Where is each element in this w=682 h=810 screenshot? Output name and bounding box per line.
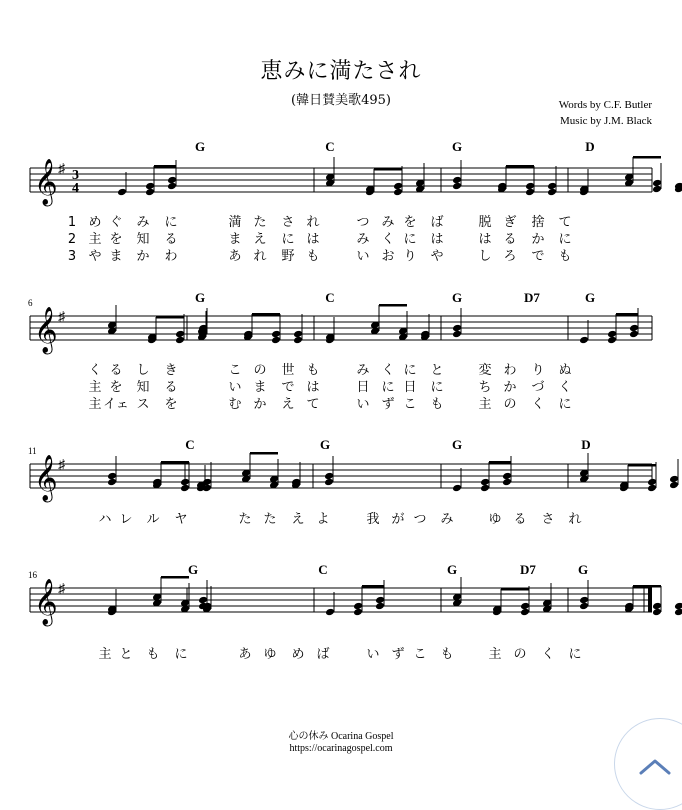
lyric-syllable: め bbox=[291, 647, 305, 662]
note-head bbox=[579, 336, 589, 345]
lyric-syllable: を bbox=[109, 232, 123, 247]
chord-symbol: C bbox=[318, 562, 328, 577]
song-title: 恵みに満たされ bbox=[260, 59, 422, 84]
lyric-syllable: ば bbox=[430, 215, 444, 230]
chord-symbol: G bbox=[194, 290, 206, 305]
lyric-syllable: く bbox=[541, 647, 555, 662]
lyric-syllable: も bbox=[430, 397, 444, 412]
time-signature-top: 3 bbox=[72, 168, 79, 183]
lyric-syllable: イェ bbox=[103, 397, 129, 412]
verse-number: 3 bbox=[67, 249, 77, 264]
lyric-syllable: し bbox=[136, 363, 150, 378]
lyric-syllable: め bbox=[88, 215, 102, 230]
lyric-syllable: 変 bbox=[478, 363, 492, 378]
note-head bbox=[107, 478, 117, 487]
lyric-syllable: 主 bbox=[488, 647, 502, 662]
chord-symbol: G bbox=[577, 562, 589, 577]
note-head bbox=[293, 336, 303, 345]
chord-symbol: G bbox=[451, 139, 463, 154]
lyric-syllable: み bbox=[440, 512, 454, 527]
lyric-syllable: い bbox=[356, 397, 370, 412]
lyric-syllable: さ bbox=[541, 512, 555, 527]
lyric-syllable: え bbox=[253, 232, 267, 247]
note-head bbox=[629, 330, 639, 339]
lyric-syllable: に bbox=[403, 363, 417, 378]
lyric-syllable: た bbox=[253, 215, 267, 230]
key-sharp-icon: ♯ bbox=[58, 458, 65, 473]
note-beam bbox=[154, 165, 176, 168]
chord-symbol: G bbox=[194, 139, 206, 154]
lyric-syllable: ち bbox=[478, 380, 492, 395]
note-beam bbox=[161, 576, 189, 579]
lyric-syllable: て bbox=[306, 397, 320, 412]
lyric-syllable: 世 bbox=[281, 363, 295, 378]
note-beam bbox=[628, 464, 656, 467]
lyric-syllable: り bbox=[403, 249, 417, 264]
lyric-syllable: を bbox=[164, 397, 178, 412]
lyric-syllable: み bbox=[136, 215, 150, 230]
lyric-syllable: こ bbox=[403, 397, 417, 412]
lyric-syllable: て bbox=[558, 215, 572, 230]
footer-brand: 心の休み Ocarina Gospel bbox=[288, 731, 394, 742]
words-credit: Words by C.F. Butler bbox=[558, 99, 652, 111]
note-head bbox=[175, 336, 185, 345]
lyric-syllable: れ bbox=[568, 512, 582, 527]
lyric-syllable: わ bbox=[164, 249, 178, 264]
lyric-syllable: き bbox=[164, 363, 178, 378]
lyric-syllable: が bbox=[391, 512, 405, 527]
note-beam bbox=[501, 588, 529, 591]
note-head bbox=[547, 188, 557, 197]
note-head bbox=[652, 608, 662, 617]
note-beam bbox=[374, 168, 402, 171]
note-head bbox=[502, 478, 512, 487]
note-head bbox=[375, 602, 385, 611]
staff-system-3 bbox=[28, 437, 679, 527]
note-head bbox=[520, 608, 530, 617]
lyric-syllable: ゆ bbox=[488, 512, 502, 527]
lyric-syllable: を bbox=[403, 215, 417, 230]
note-head bbox=[180, 484, 190, 493]
lyric-syllable: く bbox=[381, 363, 395, 378]
note-beam bbox=[506, 165, 534, 168]
lyric-syllable: で bbox=[281, 380, 295, 395]
lyric-syllable: か bbox=[253, 397, 267, 412]
lyric-syllable: さ bbox=[281, 215, 295, 230]
measure-number: 11 bbox=[28, 446, 37, 456]
lyric-syllable: か bbox=[531, 232, 545, 247]
lyric-syllable: れ bbox=[306, 215, 320, 230]
treble-clef-icon: 𝄞 bbox=[34, 307, 58, 352]
lyric-syllable: く bbox=[558, 380, 572, 395]
lyric-syllable: る bbox=[164, 232, 178, 247]
lyric-syllable: れ bbox=[253, 249, 267, 264]
lyric-syllable: に bbox=[281, 232, 295, 247]
lyric-syllable: 日 bbox=[356, 380, 370, 395]
note-head bbox=[325, 608, 335, 617]
lyric-syllable: に bbox=[403, 232, 417, 247]
lyric-syllable: や bbox=[88, 249, 102, 264]
lyric-syllable: ず bbox=[381, 397, 395, 412]
note-head bbox=[271, 336, 281, 345]
lyric-syllable: か bbox=[503, 380, 517, 395]
lyric-syllable: ま bbox=[109, 249, 123, 264]
note-beam bbox=[156, 316, 184, 319]
verse-number: 2 bbox=[67, 232, 77, 247]
lyric-syllable: る bbox=[513, 512, 527, 527]
lyric-syllable: に bbox=[430, 380, 444, 395]
staff-system-4 bbox=[28, 562, 682, 662]
lyric-syllable: 我 bbox=[366, 512, 380, 527]
note-head bbox=[145, 188, 155, 197]
chord-symbol: D bbox=[585, 139, 595, 154]
chord-symbol: C bbox=[185, 437, 195, 452]
lyric-syllable: よ bbox=[316, 512, 330, 527]
lyric-syllable: く bbox=[531, 397, 545, 412]
lyric-syllable: み bbox=[381, 215, 395, 230]
chord-symbol: D7 bbox=[520, 562, 536, 577]
lyric-syllable: わ bbox=[503, 363, 517, 378]
note-head bbox=[480, 484, 490, 493]
lyric-syllable: ル bbox=[146, 512, 160, 527]
treble-clef-icon: 𝄞 bbox=[34, 455, 58, 500]
note-head bbox=[117, 188, 127, 197]
lyric-syllable: 脱 bbox=[478, 215, 492, 230]
lyric-syllable: つ bbox=[356, 215, 370, 230]
lyric-syllable: ろ bbox=[503, 249, 517, 264]
lyric-syllable: に bbox=[164, 215, 178, 230]
lyric-syllable: は bbox=[430, 232, 444, 247]
lyric-syllable: 知 bbox=[136, 380, 150, 395]
lyric-syllable: や bbox=[430, 249, 444, 264]
chord-symbol: G bbox=[584, 290, 596, 305]
chord-symbol: G bbox=[451, 290, 463, 305]
lyric-syllable: の bbox=[503, 397, 517, 412]
lyric-syllable: ぬ bbox=[558, 363, 572, 378]
lyric-syllable: ぐ bbox=[109, 215, 123, 230]
lyric-syllable: く bbox=[381, 232, 395, 247]
final-barline-thick bbox=[648, 588, 652, 612]
note-beam bbox=[379, 304, 407, 307]
lyric-syllable: に bbox=[558, 397, 572, 412]
lyric-syllable: 野 bbox=[281, 249, 295, 264]
note-head bbox=[167, 182, 177, 191]
note-beam bbox=[252, 313, 280, 316]
lyric-syllable: も bbox=[306, 363, 320, 378]
lyric-syllable: は bbox=[478, 232, 492, 247]
lyric-syllable: ば bbox=[316, 647, 330, 662]
lyric-syllable: ゆ bbox=[263, 647, 277, 662]
note-beam bbox=[633, 585, 661, 588]
note-head bbox=[324, 478, 334, 487]
lyric-syllable: み bbox=[356, 232, 370, 247]
note-head bbox=[525, 188, 535, 197]
lyric-syllable: あ bbox=[238, 647, 252, 662]
note-head bbox=[669, 481, 679, 490]
lyric-syllable: に bbox=[381, 380, 395, 395]
chord-symbol: C bbox=[325, 139, 335, 154]
note-head bbox=[452, 330, 462, 339]
lyric-syllable: に bbox=[568, 647, 582, 662]
note-head bbox=[393, 188, 403, 197]
note-beam bbox=[250, 452, 278, 455]
lyric-syllable: 主 bbox=[88, 232, 102, 247]
lyric-syllable: み bbox=[356, 363, 370, 378]
lyric-syllable: い bbox=[228, 380, 242, 395]
note-beam bbox=[489, 461, 511, 464]
note-head bbox=[452, 484, 462, 493]
measure-number: 6 bbox=[28, 298, 33, 308]
note-beam bbox=[616, 313, 638, 316]
lyric-syllable: る bbox=[503, 232, 517, 247]
lyric-syllable: と bbox=[119, 647, 133, 662]
lyric-syllable: は bbox=[306, 232, 320, 247]
lyric-syllable: ま bbox=[253, 380, 267, 395]
lyric-syllable: 主 bbox=[478, 397, 492, 412]
lyric-syllable: 主 bbox=[88, 380, 102, 395]
lyric-syllable: に bbox=[558, 232, 572, 247]
measure-number: 16 bbox=[28, 570, 37, 580]
lyric-syllable: も bbox=[440, 647, 454, 662]
lyric-syllable: の bbox=[253, 363, 267, 378]
lyric-syllable: ぎ bbox=[503, 215, 517, 230]
lyric-syllable: 主 bbox=[98, 647, 112, 662]
key-sharp-icon: ♯ bbox=[58, 310, 65, 325]
lyric-syllable: は bbox=[306, 380, 320, 395]
key-sharp-icon: ♯ bbox=[58, 582, 65, 597]
lyric-syllable: 満 bbox=[228, 215, 242, 230]
chord-symbol: G bbox=[451, 437, 463, 452]
chord-symbol: G bbox=[446, 562, 458, 577]
treble-clef-icon: 𝄞 bbox=[34, 579, 58, 624]
time-signature-bottom: 4 bbox=[72, 181, 79, 196]
chord-symbol: C bbox=[325, 290, 335, 305]
lyric-syllable: し bbox=[478, 249, 492, 264]
lyric-syllable: 主 bbox=[88, 397, 102, 412]
note-head bbox=[579, 602, 589, 611]
lyric-syllable: た bbox=[238, 512, 252, 527]
lyric-syllable: あ bbox=[228, 249, 242, 264]
lyric-syllable: に bbox=[174, 647, 188, 662]
lyric-syllable: る bbox=[109, 363, 123, 378]
staff-system-2 bbox=[28, 290, 652, 412]
lyric-syllable: レ bbox=[119, 512, 133, 527]
lyric-syllable: い bbox=[356, 249, 370, 264]
lyric-syllable: こ bbox=[413, 647, 427, 662]
lyric-syllable: ス bbox=[136, 397, 150, 412]
lyric-syllable: の bbox=[513, 647, 527, 662]
lyric-syllable: づ bbox=[531, 380, 545, 395]
note-head bbox=[353, 608, 363, 617]
lyric-syllable: 捨 bbox=[531, 215, 545, 230]
footer-url: https://ocarinagospel.com bbox=[289, 743, 393, 754]
lyric-syllable: か bbox=[136, 249, 150, 264]
lyric-syllable: を bbox=[109, 380, 123, 395]
lyric-syllable: ヤ bbox=[174, 512, 188, 527]
lyric-syllable: お bbox=[381, 249, 395, 264]
lyric-syllable: も bbox=[146, 647, 160, 662]
treble-clef-icon: 𝄞 bbox=[34, 159, 58, 204]
note-head bbox=[607, 336, 617, 345]
staff-system-1 bbox=[30, 139, 682, 264]
chord-symbol: G bbox=[187, 562, 199, 577]
note-beam bbox=[161, 461, 189, 464]
lyric-syllable: 日 bbox=[403, 380, 417, 395]
lyric-syllable: え bbox=[291, 512, 305, 527]
lyric-syllable: ハ bbox=[98, 512, 112, 527]
song-subtitle: (韓日賛美歌495) bbox=[291, 93, 391, 108]
lyric-syllable: 知 bbox=[136, 232, 150, 247]
lyric-syllable: ま bbox=[228, 232, 242, 247]
note-beam bbox=[633, 156, 661, 159]
lyric-syllable: も bbox=[558, 249, 572, 264]
lyric-syllable: り bbox=[531, 363, 545, 378]
lyric-syllable: と bbox=[430, 363, 444, 378]
lyric-syllable: い bbox=[366, 647, 380, 662]
lyric-syllable: つ bbox=[413, 512, 427, 527]
note-head bbox=[647, 484, 657, 493]
lyric-syllable: も bbox=[306, 249, 320, 264]
lyric-syllable: こ bbox=[228, 363, 242, 378]
lyric-syllable: む bbox=[228, 397, 242, 412]
lyric-syllable: る bbox=[164, 380, 178, 395]
chord-symbol: D bbox=[581, 437, 591, 452]
lyric-syllable: で bbox=[531, 249, 545, 264]
music-credit: Music by J.M. Black bbox=[560, 115, 652, 127]
note-head bbox=[652, 185, 662, 194]
chord-symbol: D7 bbox=[524, 290, 540, 305]
note-head bbox=[452, 182, 462, 191]
chord-symbol: G bbox=[319, 437, 331, 452]
chevron-up-icon bbox=[635, 753, 675, 783]
lyric-syllable: た bbox=[263, 512, 277, 527]
lyric-syllable: え bbox=[281, 397, 295, 412]
key-sharp-icon: ♯ bbox=[58, 162, 65, 177]
verse-number: 1 bbox=[67, 215, 77, 230]
lyric-syllable: く bbox=[88, 363, 102, 378]
note-beam bbox=[362, 585, 384, 588]
lyric-syllable: ず bbox=[391, 647, 405, 662]
